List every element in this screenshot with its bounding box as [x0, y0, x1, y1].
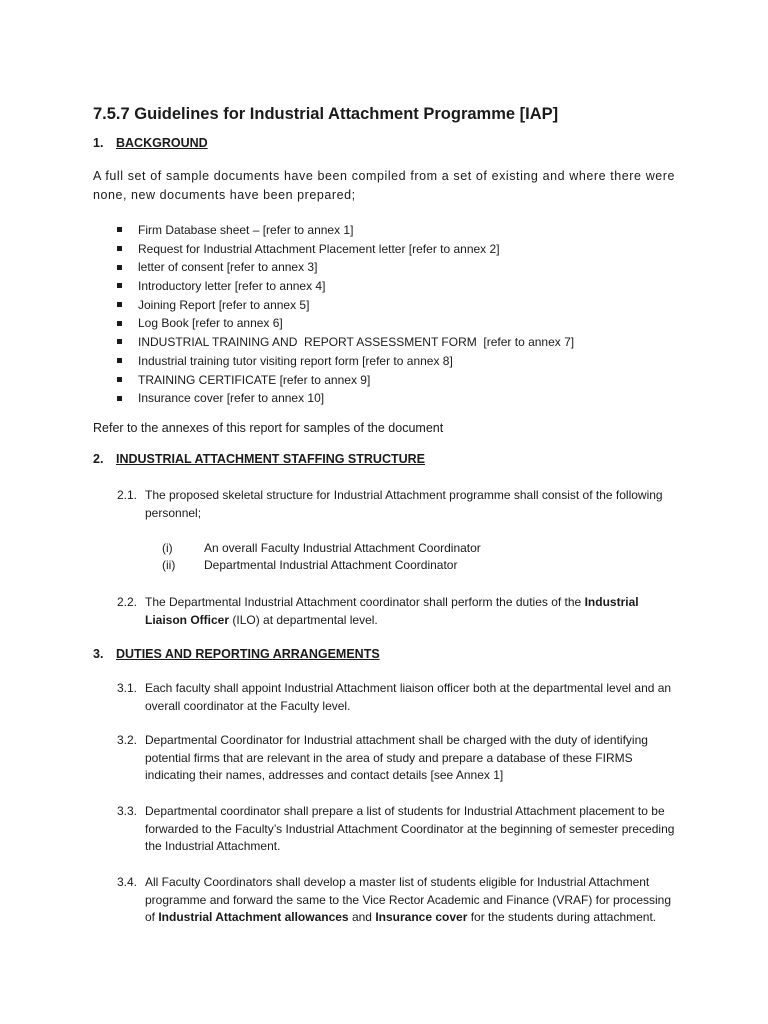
list-item	[117, 352, 574, 371]
bullet-square-icon	[117, 246, 122, 251]
item-text-bold: Insurance cover	[375, 910, 468, 924]
item-number: 2.2.	[117, 595, 138, 609]
bullet-square-icon	[117, 339, 122, 344]
section-heading-staffing	[93, 452, 425, 466]
item-text: Each faculty shall appoint Industrial Attachment liaison officer both at the departmental level and an overall coordinator at the Faculty level.	[145, 681, 672, 713]
list-item-text: Log Book [refer to annex 6]	[138, 316, 283, 331]
list-item	[117, 221, 574, 240]
section-number: 3.	[93, 647, 104, 661]
bullet-square-icon	[117, 358, 122, 363]
section-number: 1.	[93, 136, 104, 150]
list-item-text: Introductory letter [refer to annex 4]	[138, 279, 326, 294]
item-text: The proposed skeletal structure for Industrial Attachment programme shall consist of the following personnel;	[145, 488, 663, 520]
item-text	[117, 874, 677, 927]
list-item	[117, 296, 574, 315]
sub-item-number: (ii)	[162, 558, 176, 572]
list-item-text: Firm Database sheet – [refer to annex 1]	[138, 223, 354, 237]
list-item-text: INDUSTRIAL TRAINING AND REPORT ASSESSMENT FORM [refer to annex 7]	[138, 335, 575, 350]
sub-item-text: Departmental Industrial Attachment Coordinator	[204, 558, 458, 572]
list-item	[117, 240, 574, 259]
bullet-square-icon	[117, 265, 122, 270]
item-number: 3.1.	[117, 681, 138, 695]
sub-item-i	[162, 541, 481, 555]
list-item-text: letter of consent [refer to annex 3]	[138, 260, 318, 275]
numbered-item-3-4	[117, 874, 677, 927]
item-text-part: for the students during attachment.	[467, 910, 657, 924]
section-heading-duties	[93, 647, 380, 661]
numbered-item-3-2	[117, 732, 677, 785]
item-number: 3.4.	[117, 875, 138, 889]
item-text-part: and	[348, 910, 376, 924]
item-text-part: (ILO) at departmental level.	[229, 612, 378, 627]
list-item-text: Industrial training tutor visiting report form [refer to annex 8]	[138, 353, 453, 368]
section-title: BACKGROUND	[116, 136, 208, 150]
item-text-bold: Industrial Liaison Officer	[145, 595, 639, 627]
list-item-text: Request for Industrial Attachment Placement letter [refer to annex 2]	[138, 241, 500, 256]
item-number: 3.3.	[117, 804, 138, 818]
item-number: 3.2.	[117, 733, 138, 747]
section-heading-background	[93, 136, 208, 150]
list-item	[117, 258, 574, 277]
item-text: Departmental Coordinator for Industrial attachment shall be charged with the duty of identifying potential firms that are relevant in the area of study and prepare a database of these FIRMS indicating their names, addresses and contact details [see Annex 1]	[145, 733, 648, 782]
sub-item-number: (i)	[162, 541, 173, 555]
bullet-square-icon	[117, 302, 122, 307]
page-title: 7.5.7 Guidelines for Industrial Attachment Programme [IAP]	[93, 105, 559, 123]
item-text-part: The Departmental Industrial Attachment coordinator shall perform the duties of the	[145, 595, 585, 609]
list-item	[117, 277, 574, 296]
bullet-square-icon	[117, 283, 122, 288]
section-title: DUTIES AND REPORTING ARRANGEMENTS	[116, 647, 380, 661]
list-item-text: Joining Report [refer to annex 5]	[138, 297, 310, 312]
numbered-item-2-1	[117, 487, 677, 522]
section-number: 2.	[93, 452, 104, 466]
numbered-item-3-3	[117, 803, 677, 856]
list-item-text: Insurance cover [refer to annex 10]	[138, 391, 325, 406]
bullet-square-icon	[117, 321, 122, 326]
annex-list	[117, 221, 574, 408]
item-text	[117, 594, 677, 629]
bullet-square-icon	[117, 396, 122, 401]
sub-item-ii	[162, 558, 457, 572]
bullet-square-icon	[117, 227, 122, 232]
list-item	[117, 333, 574, 352]
list-item	[117, 314, 574, 333]
item-text-bold: Industrial Attachment allowances	[158, 910, 349, 924]
item-text: Departmental coordinator shall prepare a list of students for Industrial Attachment placement to be forwarded to the Faculty’s Industrial Attachment Coordinator at the beginning of semester preceding the Industrial Attachment.	[145, 804, 675, 853]
list-item-text: TRAINING CERTIFICATE [refer to annex 9]	[138, 372, 371, 387]
numbered-item-2-2	[117, 594, 677, 629]
list-item	[117, 371, 574, 390]
sub-item-text: An overall Faculty Industrial Attachment Coordinator	[204, 541, 481, 555]
numbered-item-3-1	[117, 680, 677, 715]
item-number: 2.1.	[117, 488, 138, 502]
section-title: INDUSTRIAL ATTACHMENT STAFFING STRUCTURE	[116, 452, 426, 466]
refer-annexes-note: Refer to the annexes of this report for samples of the document	[93, 421, 444, 435]
bullet-square-icon	[117, 377, 122, 382]
background-intro: A full set of sample documents have been compiled from a set of existing and where there were none, new documents have been prepared;	[93, 169, 675, 202]
item-text-part: All Faculty Coordinators shall develop a master list of students eligible for Industrial Attachment programme and forward the same to the Vice Rector Academic and Finance (VRAF) for processing of	[145, 875, 672, 924]
list-item	[117, 389, 574, 408]
